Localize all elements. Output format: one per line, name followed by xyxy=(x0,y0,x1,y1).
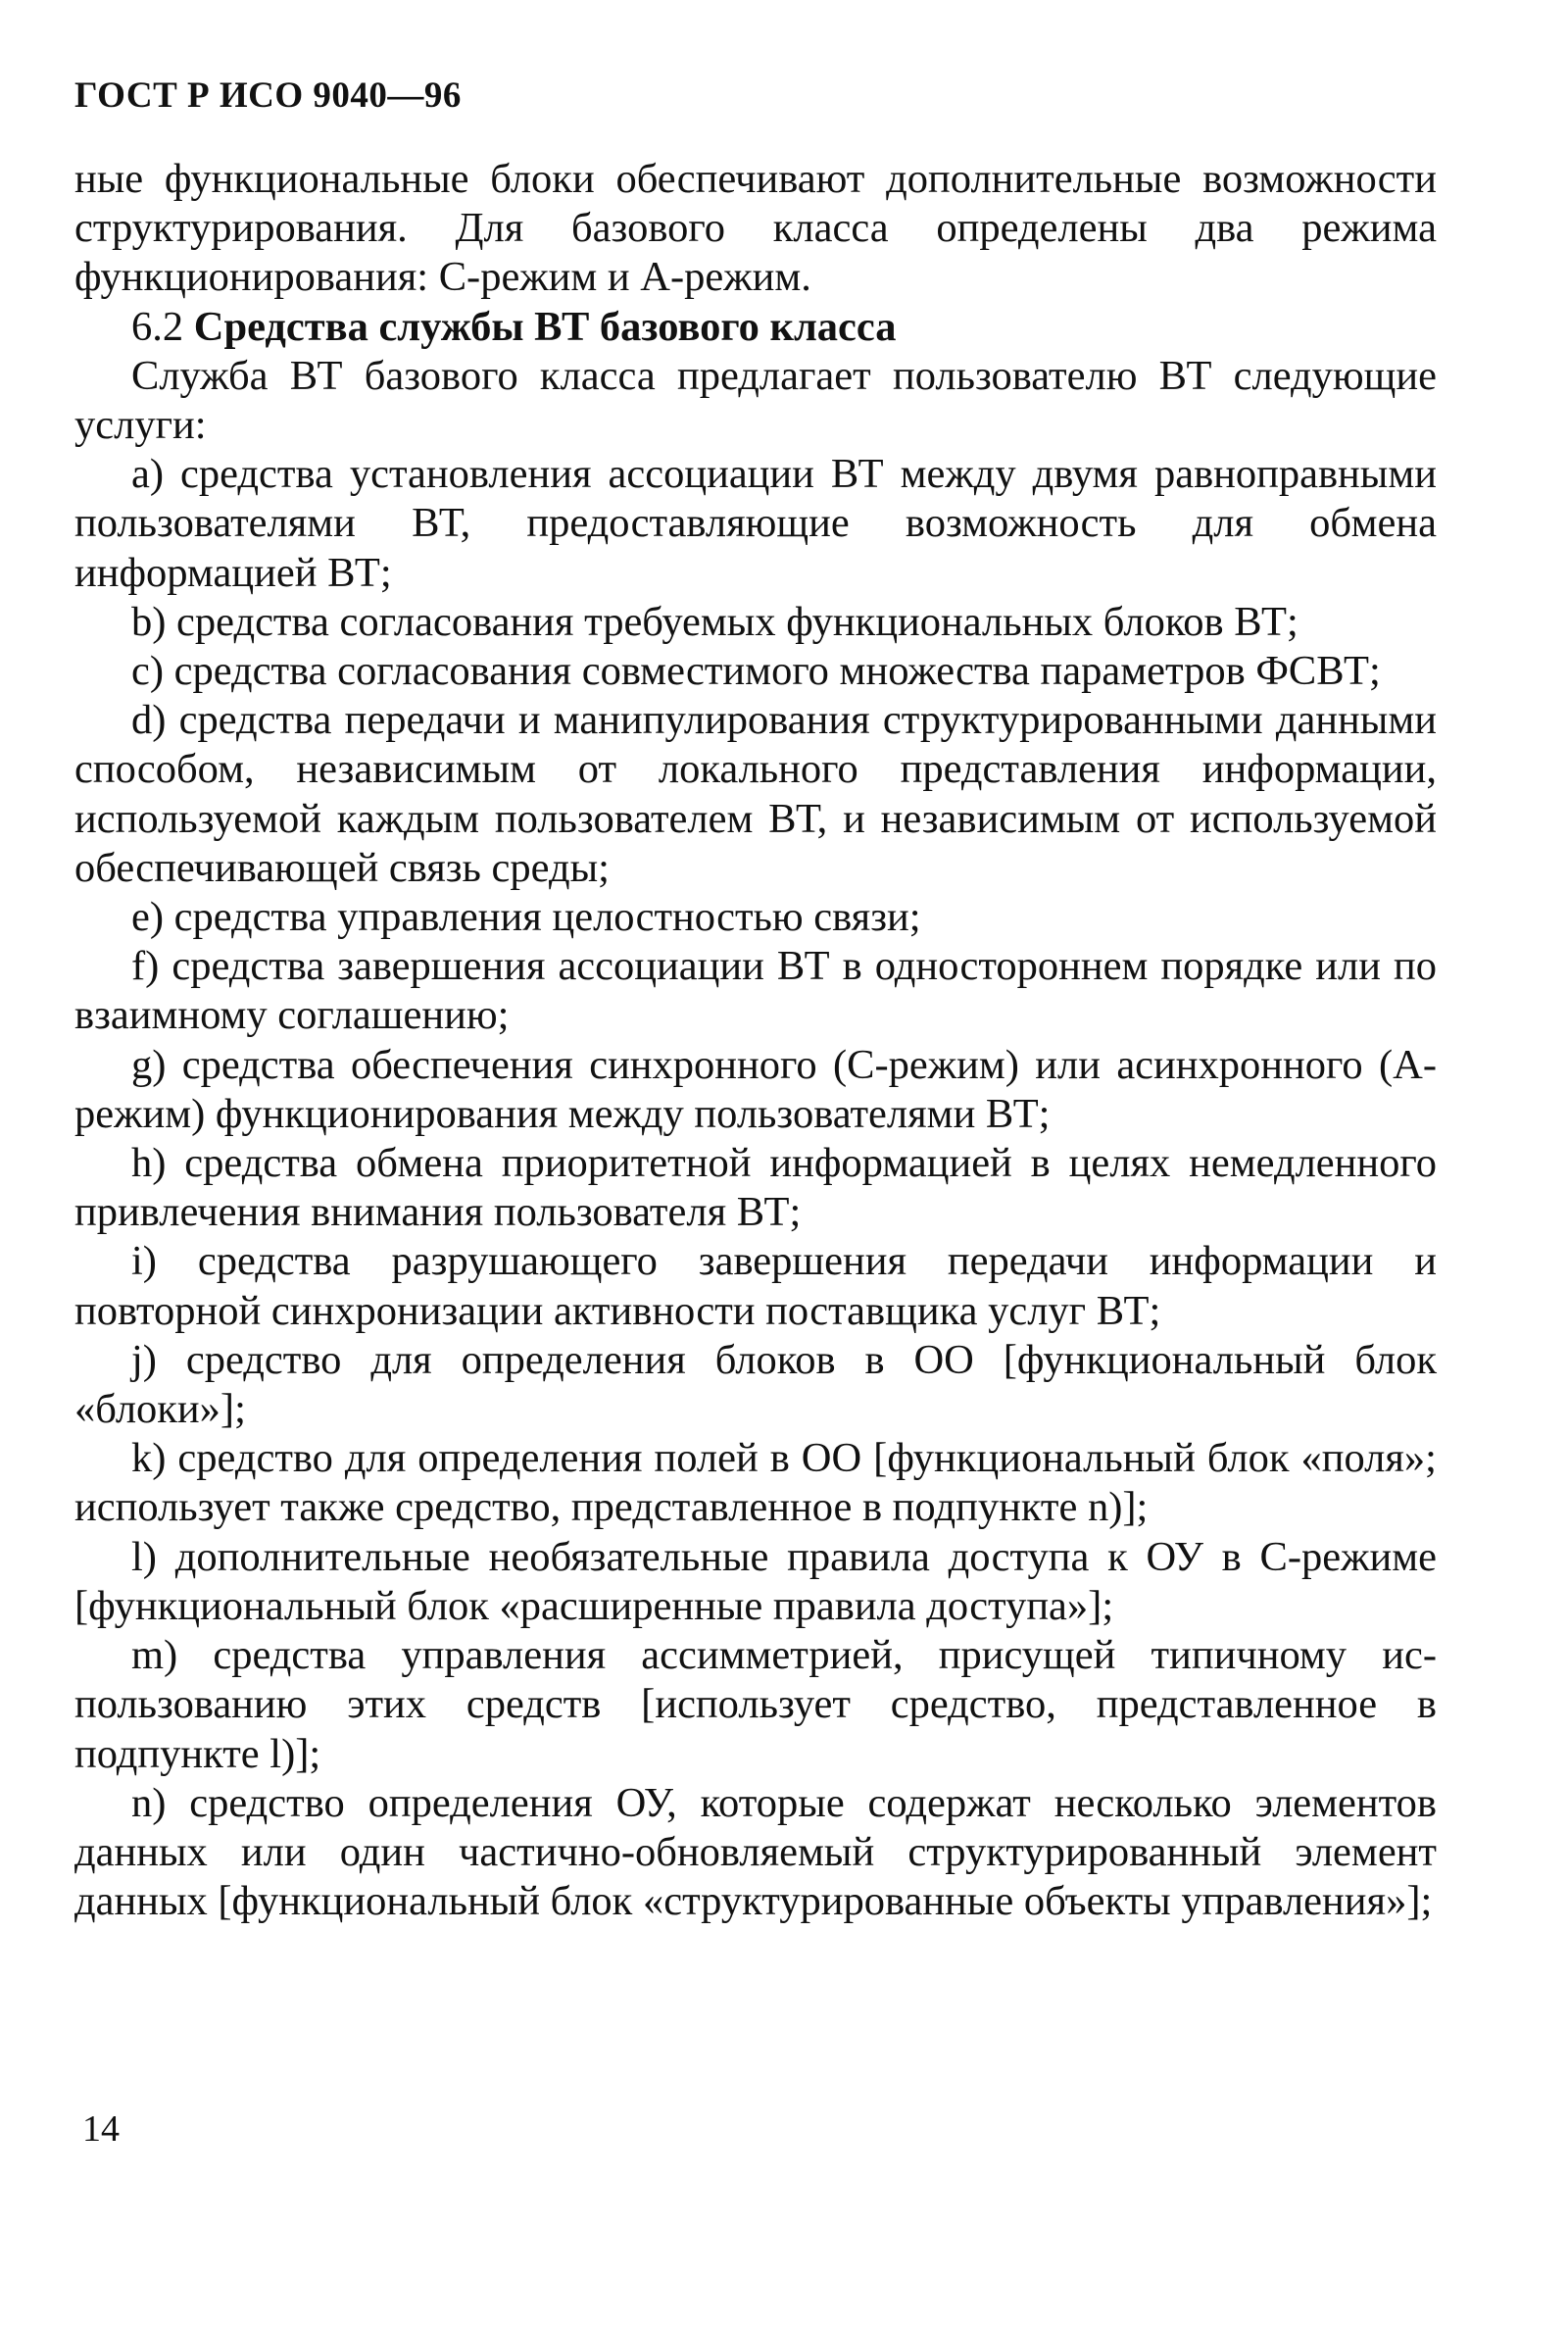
list-item-m: m) средства управления ассимметрией, присущей типичному использованию этих средств [использует средство, представленное в подпункте l)]; xyxy=(74,1632,1437,1777)
list-item-a: а) средства установления ассоциации ВТ между двумя равноправными пользователями ВТ, предоставляющие возможность для обмена информацией ВТ; xyxy=(74,451,1437,596)
list-item-c: с) средства согласования совместимого множества параметров ФСВТ; xyxy=(131,648,1381,695)
intro-paragraph: ные функциональные блоки обеспечивают дополнительные возможности структурирования. Для базового класса определены два режима функционирования: С-режим и А-режим. xyxy=(74,156,1437,301)
list-item-i: i) средства разрушающего завершения передачи информации и повторной синхронизации активности поставщика услуг ВТ; xyxy=(74,1238,1437,1334)
list-item-j: j) средство для определения блоков в ОО [функциональный блок «блоки»]; xyxy=(74,1336,1437,1433)
section-number: 6.2 xyxy=(131,303,184,350)
list-item-n: n) средство определения ОУ, которые содержат несколько элементов данных или один частично-обновляемый структурированный элемент данных [функциональный блок «структурированные объекты управления»]; xyxy=(74,1779,1437,1925)
list-item-h: h) средства обмена приоритетной информацией в целях немедленного привлечения внимания пользователя ВТ; xyxy=(74,1140,1437,1236)
list-item-k: k) средство для определения полей в ОО [функциональный блок «поля»; использует также средство, представленное в подпункте n)]; xyxy=(74,1435,1437,1531)
document-header: ГОСТ Р ИСО 9040—96 xyxy=(74,75,462,116)
list-item-b: b) средства согласования требуемых функциональных блоков ВТ; xyxy=(131,598,1298,645)
lead-paragraph: Служба ВТ базового класса предлагает пользователю ВТ следующие услуги: xyxy=(74,352,1437,449)
document-body xyxy=(74,155,1437,1926)
list-item-d: d) средства передачи и манипулирования структурированными данными способом, независимым от локального представления информации, используемой каждым пользователем ВТ, и независимым от используемой обеспечивающей связь среды; xyxy=(74,697,1437,891)
list-item-e: е) средства управления целостностью связи; xyxy=(131,894,921,941)
page-number: 14 xyxy=(82,2108,120,2150)
section-heading xyxy=(74,303,1437,352)
section-title: Средства службы ВТ базового класса xyxy=(193,303,897,350)
list-item-l: l) дополнительные необязательные правила доступа к ОУ в С-режиме [функциональный блок «расширенные правила доступа»]; xyxy=(74,1533,1437,1629)
list-item-g: g) средства обеспечения синхронного (С-режим) или асинхронного (А-режим) функционирования между пользователями ВТ; xyxy=(74,1041,1437,1137)
list-item-f: f) средства завершения ассоциации ВТ в одностороннем порядке или по взаимному соглашению; xyxy=(74,943,1437,1039)
